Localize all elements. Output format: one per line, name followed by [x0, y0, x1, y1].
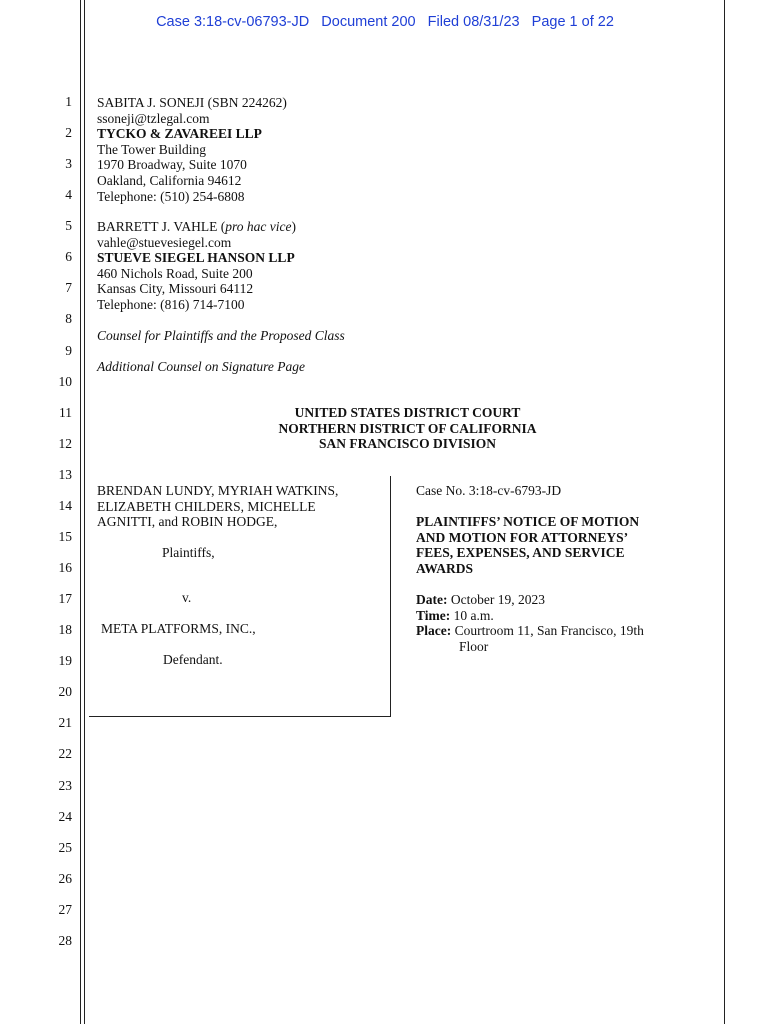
motion-title-line-1: PLAINTIFFS’ NOTICE OF MOTION	[416, 514, 640, 529]
line-number: 26	[58, 870, 72, 886]
firm-phone: Telephone: (510) 254-6808	[97, 188, 245, 204]
line-number: 4	[65, 187, 72, 203]
motion-title-line-2: AND MOTION FOR ATTORNEYS’	[416, 529, 629, 545]
defendant-name: META PLATFORMS, INC.,	[101, 621, 256, 636]
line-number: 17	[58, 591, 72, 607]
firm-street-2: 460 Nichols Road, Suite 200	[97, 265, 253, 281]
motion-title-line-3: FEES, EXPENSES, AND SERVICE	[416, 545, 625, 561]
attorney-name-close: )	[291, 219, 296, 234]
motion-title-line-4: AWARDS	[416, 560, 474, 576]
caption-bottom-rule	[89, 716, 391, 717]
line-number: 9	[65, 342, 72, 358]
plaintiffs-names-line-1: BRENDAN LUNDY, MYRIAH WATKINS,	[97, 483, 339, 498]
line-number: 20	[58, 684, 72, 700]
attorney-email: ssoneji@tzlegal.com	[97, 110, 210, 126]
hearing-date	[416, 592, 545, 608]
firm-name-2: STUEVE SIEGEL HANSON LLP	[97, 250, 295, 266]
time-label: Time:	[416, 607, 451, 623]
court-district: NORTHERN DISTRICT OF CALIFORNIA	[278, 420, 537, 436]
line-number: 3	[65, 156, 72, 172]
left-margin-rule-inner	[84, 0, 85, 1024]
caption-divider-rule	[390, 476, 391, 717]
line-number: 15	[58, 528, 72, 544]
plaintiffs-label: Plaintiffs,	[162, 545, 215, 560]
pro-hac-vice-note: pro hac vice	[225, 219, 292, 234]
line-number: 8	[65, 311, 72, 327]
line-number: 10	[58, 373, 72, 389]
line-number: 13	[58, 466, 72, 482]
court-name: UNITED STATES DISTRICT COURT	[294, 405, 521, 420]
line-number: 5	[65, 218, 72, 234]
place-value-line-2: Floor	[459, 638, 489, 654]
line-number: 1	[65, 94, 72, 109]
versus-label: v.	[182, 590, 192, 605]
line-number: 2	[65, 125, 72, 141]
line-number: 11	[59, 404, 72, 420]
date-value: October 19, 2023	[450, 592, 545, 607]
line-number: 27	[58, 901, 72, 917]
hearing-time	[416, 608, 494, 624]
defendant-label: Defendant.	[163, 652, 223, 667]
firm-city-2: Kansas City, Missouri 64112	[97, 281, 254, 297]
counsel-for-plaintiffs: Counsel for Plaintiffs and the Proposed Class	[97, 328, 345, 343]
line-number: 24	[58, 808, 72, 824]
firm-name: TYCKO & ZAVAREEI LLP	[97, 126, 262, 142]
line-number: 18	[58, 622, 72, 638]
line-number: 19	[58, 653, 72, 669]
line-number: 6	[65, 249, 72, 265]
attorney-name-text: BARRETT J. VAHLE (	[97, 219, 226, 234]
left-margin-rule-outer	[80, 0, 81, 1024]
line-number: 22	[58, 746, 72, 762]
date-label: Date:	[416, 592, 448, 607]
firm-building: The Tower Building	[97, 141, 207, 157]
court-division: SAN FRANCISCO DIVISION	[318, 436, 497, 451]
place-value-line-1: Courtroom 11, San Francisco, 19th	[454, 623, 644, 639]
line-number: 25	[58, 839, 72, 855]
attorney-email-2: vahle@stuevesiegel.com	[97, 234, 232, 250]
additional-counsel-note: Additional Counsel on Signature Page	[97, 359, 305, 374]
right-margin-rule	[724, 0, 725, 1024]
firm-street: 1970 Broadway, Suite 1070	[97, 157, 247, 173]
plaintiffs-names-line-2: ELIZABETH CHILDERS, MICHELLE	[97, 498, 316, 514]
firm-city: Oakland, California 94612	[97, 173, 242, 188]
line-number: 23	[58, 777, 72, 793]
attorney-name-2	[97, 219, 296, 235]
plaintiffs-names-line-3: AGNITTI, and ROBIN HODGE,	[97, 514, 278, 530]
firm-phone-2: Telephone: (816) 714-7100	[97, 297, 245, 312]
attorney-name: SABITA J. SONEJI (SBN 224262)	[97, 95, 287, 110]
line-number: 14	[58, 497, 72, 513]
line-number: 28	[58, 932, 72, 948]
line-number: 16	[58, 560, 72, 576]
line-number: 12	[58, 435, 72, 451]
hearing-place	[416, 623, 644, 639]
line-number: 7	[65, 280, 72, 296]
place-label: Place:	[416, 623, 452, 639]
time-value: 10 a.m.	[453, 607, 494, 623]
case-number: Case No. 3:18-cv-6793-JD	[416, 483, 562, 498]
line-number: 21	[58, 715, 72, 731]
case-header-stamp: Case 3:18-cv-06793-JD Document 200 Filed 08/31/23 Page 1 of 22	[156, 14, 614, 30]
